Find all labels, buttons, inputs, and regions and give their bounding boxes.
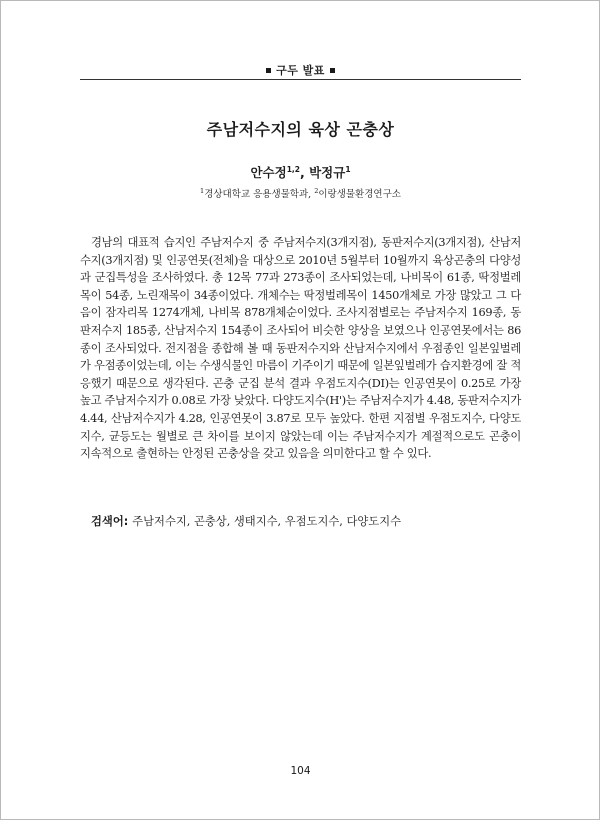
author-line (80, 163, 521, 181)
author-name: 안수정 (250, 165, 287, 180)
header-divider (80, 79, 521, 80)
affiliation-line (80, 186, 521, 200)
author-separator: , (299, 165, 310, 180)
affiliation-marker: 2 (314, 186, 319, 195)
keywords-line (80, 513, 521, 531)
affiliation-text: 경상대학교 응용생물학과, (204, 189, 315, 200)
square-bullet-icon (266, 68, 271, 73)
author-name: 박정규 (309, 165, 346, 180)
abstract-text: 경남의 대표적 습지인 주남저수지 중 주남저수지(3개지점), 동판저수지(3개지점), 산남저수지(3개지점) 및 인공연못(전체)을 대상으로 2010년 5월부터 10월까지 육상곤충의 다양성과 군집특성을 조사하였다. 총 12목 77과 273종이 조사되었는데, 나비목이 61종, 딱정벌레목이 54종, 노린재목이 34종이었다. 개체수는 딱정벌레목이 1450개체로 가장 많았고 그 다음이 잠자리목 1274개체, 나비목 878개체순이었다. 조사지점별로는 주남저수지 169종, 동판저수지 185종, 산남저수지 154종이 조사되어 비슷한 양상을 보였으나 인공연못에서는 86종이 조사되었다. 전지점을 종합해 볼 때 동판저수지와 산남저수지에서 우점종인 일본잎벌레가 우점종이었는데, 이는 수생식물인 마름이 기주이기 때문에 일본잎벌레가 습지환경에 잘 적응했기 때문으로 생각된다. 곤충 군집 분석 결과 우점도지수(DI)는 인공연못이 0.25로 가장 높고 주남저수지가 0.08로 가장 낮았다. 다양도지수(H')는 주남저수지가 4.48, 동판저수지가 4.44, 산남저수지가 4.28, 인공연못이 3.87로 모두 높았다. 한편 지점별 우점도지수, 다양도지수, 균등도는 월별로 큰 차이를 보이지 않았는데 이는 주남저수지가 계절적으로도 곤충이 지속적으로 출현하는 안정된 곤충상을 갖고 있음을 의미한다고 할 수 있다. (80, 236, 522, 461)
page-number: 104 (290, 765, 311, 777)
paper-title: 주남저수지의 육상 곤충상 (206, 120, 395, 139)
affiliation-marker: 1,2 (286, 164, 300, 174)
square-bullet-icon (330, 68, 335, 73)
keywords-text: 주남저수지, 곤충상, 생태지수, 우점도지수, 다양도지수 (132, 515, 402, 528)
affiliation-marker: 1 (200, 186, 205, 195)
section-header (80, 62, 521, 78)
affiliation-text: 이랑생물환경연구소 (318, 189, 401, 200)
section-label: 구두 발표 (276, 64, 325, 77)
keywords-label: 검색어: (91, 515, 133, 528)
affiliation-marker: 1 (345, 164, 351, 174)
